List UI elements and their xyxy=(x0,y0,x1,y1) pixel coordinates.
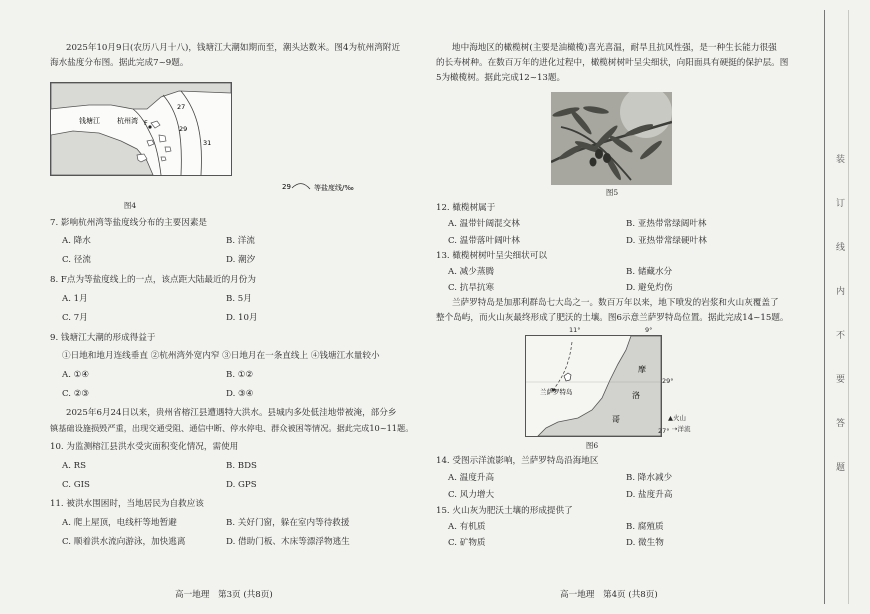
island xyxy=(161,157,166,161)
figure-4-caption: 图4 xyxy=(123,201,137,210)
label-isoline-31: 31 xyxy=(203,139,212,147)
fig6-lon-9-label: 9° xyxy=(645,326,653,334)
binding-line xyxy=(824,10,825,604)
figure-4-legend xyxy=(282,180,372,194)
q7-option-c[interactable]: C. 径流 xyxy=(62,255,91,265)
q14-option-d[interactable]: D. 盐度升高 xyxy=(626,490,673,500)
q9-stem: 9. 钱塘江大潮的形成得益于 xyxy=(50,333,156,343)
figure-6-lanzarote-map xyxy=(525,335,662,437)
q12-option-c[interactable]: C. 温带落叶阔叶林 xyxy=(448,236,520,246)
q8-option-c[interactable]: C. 7月 xyxy=(62,313,88,323)
intro-10-11-line2: 镇基础设施损毁严重，出现交通受阻、通信中断、停水停电、群众被困等情况。据此完成10~11题。 xyxy=(50,423,414,433)
q9-option-a[interactable]: A. ①④ xyxy=(62,370,90,380)
point-f-marker xyxy=(148,125,151,128)
q11-option-a[interactable]: A. 爬上屋顶，电线杆等地暂避 xyxy=(62,518,177,528)
volcano-legend-text: 火山 xyxy=(673,414,686,422)
q15-stem: 15. 火山灰为肥沃土壤的形成提供了 xyxy=(436,506,573,516)
left-page-footer: 高一地理 第3页 (共8页) xyxy=(175,590,273,600)
intro-12-13-line2: 的长寿树种。在数百万年的进化过程中，橄榄树树叶呈尖细状，向阳面具有硬挺的保护层。图 xyxy=(436,58,789,68)
label-isoline-29: 29 xyxy=(179,125,188,133)
q9-option-d[interactable]: D. ③④ xyxy=(226,389,254,399)
q13-option-a[interactable]: A. 减少蒸腾 xyxy=(448,267,495,277)
q8-stem: 8. F点为等盐度线上的一点，该点距大陆最近的月份为 xyxy=(50,275,256,285)
island xyxy=(151,121,160,128)
binding-char: 内 xyxy=(836,287,846,297)
q7-option-a[interactable]: A. 降水 xyxy=(62,236,91,246)
q13-option-c[interactable]: C. 抗旱抗寒 xyxy=(448,283,495,293)
q8-option-d[interactable]: D. 10月 xyxy=(226,313,258,323)
label-ge: 哥 xyxy=(612,415,620,424)
island xyxy=(165,147,171,152)
binding-char: 要 xyxy=(836,375,846,385)
fig6-lat-27-label: 27° xyxy=(658,427,670,435)
label-lanzarote: 兰萨罗特岛 xyxy=(540,388,573,396)
q9-option-c[interactable]: C. ②③ xyxy=(62,389,90,399)
legend-isoline-sample xyxy=(292,184,310,189)
fig6-legend-volcano xyxy=(668,413,686,422)
island xyxy=(147,140,154,146)
q9-option-b[interactable]: B. ①② xyxy=(226,370,254,380)
intro-12-13-line3: 5为橄榄树。据此完成12~13题。 xyxy=(436,73,566,83)
q12-option-b[interactable]: B. 亚热带常绿阔叶林 xyxy=(626,219,707,229)
q10-option-d[interactable]: D. GPS xyxy=(226,480,257,490)
figure-4-salinity-map xyxy=(50,82,232,176)
label-hangzhouwan: 杭州湾 xyxy=(117,117,138,125)
q15-option-a[interactable]: A. 有机质 xyxy=(448,522,486,532)
q15-option-d[interactable]: D. 微生物 xyxy=(626,538,664,548)
q14-option-b[interactable]: B. 降水减少 xyxy=(626,473,673,483)
q11-option-d[interactable]: D. 借助门板、木床等漂浮物逃生 xyxy=(226,537,350,547)
binding-char: 订 xyxy=(836,199,846,209)
figure-5-olive-tree-photo xyxy=(551,92,672,185)
africa-coast-land xyxy=(538,336,661,436)
q13-option-b[interactable]: B. 储藏水分 xyxy=(626,267,673,277)
q10-option-a[interactable]: A. RS xyxy=(62,461,87,471)
q13-stem: 13. 橄榄树树叶呈尖细状可以 xyxy=(436,251,547,261)
south-coast-land xyxy=(51,131,153,175)
current-arrow xyxy=(553,342,572,391)
q9-items: ①日地和地月连线垂直 ②杭州湾外宽内窄 ③日地月在一条直线上 ④钱塘江水量较小 xyxy=(62,351,380,361)
q7-option-b[interactable]: B. 洋流 xyxy=(226,236,255,246)
salinity-map-svg xyxy=(51,83,231,175)
q12-option-a[interactable]: A. 温带针阔混交林 xyxy=(448,219,520,229)
binding-char: 线 xyxy=(836,243,846,253)
fig6-legend-current xyxy=(672,424,690,433)
q8-option-a[interactable]: A. 1月 xyxy=(62,294,88,304)
fig6-lon-11-label: 11° xyxy=(569,326,581,334)
q10-stem: 10. 为监测榕江县洪水受灾面积变化情况，需使用 xyxy=(50,442,239,452)
figure-6-caption: 图6 xyxy=(585,441,599,450)
north-coast-land xyxy=(51,83,231,109)
q15-option-b[interactable]: B. 腐殖质 xyxy=(626,522,664,532)
intro-7-9-line2: 海水盐度分布图。据此完成7~9题。 xyxy=(50,58,189,68)
current-legend-text: 洋流 xyxy=(677,425,691,433)
q13-option-d[interactable]: D. 避免灼伤 xyxy=(626,283,673,293)
binding-line-outer xyxy=(848,10,849,604)
intro-7-9-line1: 2025年10月9日(农历八月十八)，钱塘江大潮如期而至，潮头达数米。图4为杭州湾附近 xyxy=(66,43,401,53)
current-legend-arrow-icon: ⇢ xyxy=(672,425,678,433)
binding-char: 不 xyxy=(836,331,846,341)
label-mo: 摩 xyxy=(638,365,646,374)
intro-14-15-line2: 整个岛屿，而火山灰最终形成了肥沃的土壤。图6示意兰萨罗特岛位置。据此完成14~15题。 xyxy=(436,313,789,323)
q11-stem: 11. 被洪水围困时，当地居民为自救应该 xyxy=(50,499,204,509)
label-luo: 洛 xyxy=(632,391,640,400)
q8-option-b[interactable]: B. 5月 xyxy=(226,294,252,304)
lanzarote-map-svg xyxy=(526,336,661,436)
q14-option-a[interactable]: A. 温度升高 xyxy=(448,473,495,483)
q7-option-d[interactable]: D. 潮汐 xyxy=(226,255,256,265)
lanzarote-island xyxy=(564,373,571,381)
q12-option-d[interactable]: D. 亚热带常绿硬叶林 xyxy=(626,236,707,246)
intro-14-15-line1: 兰萨罗特岛是加那利群岛七大岛之一。数百万年以来，地下喷发的岩浆和火山灰覆盖了 xyxy=(452,298,779,308)
figure-5-caption: 图5 xyxy=(605,188,619,197)
q10-option-b[interactable]: B. BDS xyxy=(226,461,257,471)
label-isoline-27: 27 xyxy=(177,103,186,111)
fig6-lat-29-label: 29° xyxy=(662,377,674,385)
binding-char: 装 xyxy=(836,155,846,165)
q14-option-c[interactable]: C. 风力增大 xyxy=(448,490,495,500)
binding-char: 题 xyxy=(836,463,846,473)
legend-isoline-text: 等盐度线/‰ xyxy=(314,184,354,192)
legend-isoline-value: 29 xyxy=(282,183,291,191)
label-qiantangjiang: 钱塘江 xyxy=(79,117,100,125)
q15-option-c[interactable]: C. 矿物质 xyxy=(448,538,486,548)
island xyxy=(159,135,166,142)
intro-12-13-line1: 地中海地区的橄榄树(主要是油橄榄)喜光喜温，耐旱且抗风性强，是一种生长能力很强 xyxy=(452,43,777,53)
binding-char: 答 xyxy=(836,419,846,429)
q10-option-c[interactable]: C. GIS xyxy=(62,480,90,490)
q11-option-b[interactable]: B. 关好门窗，躲在室内等待救援 xyxy=(226,518,350,528)
q7-stem: 7. 影响杭州湾等盐度线分布的主要因素是 xyxy=(50,218,208,228)
intro-10-11-line1: 2025年6月24日以来，贵州省榕江县遭遇特大洪水。县城内多处低洼地带被淹，部分乡 xyxy=(66,408,397,418)
q14-stem: 14. 受图示洋流影响，兰萨罗特岛沿海地区 xyxy=(436,456,599,466)
q12-stem: 12. 橄榄树属于 xyxy=(436,203,496,213)
volcano-icon: ▲ xyxy=(668,414,673,422)
olive-photo-svg xyxy=(551,92,672,185)
label-point-f: F xyxy=(144,119,148,127)
right-page-footer: 高一地理 第4页 (共8页) xyxy=(560,590,658,600)
q11-option-c[interactable]: C. 顺着洪水流向游泳，加快逃离 xyxy=(62,537,186,547)
